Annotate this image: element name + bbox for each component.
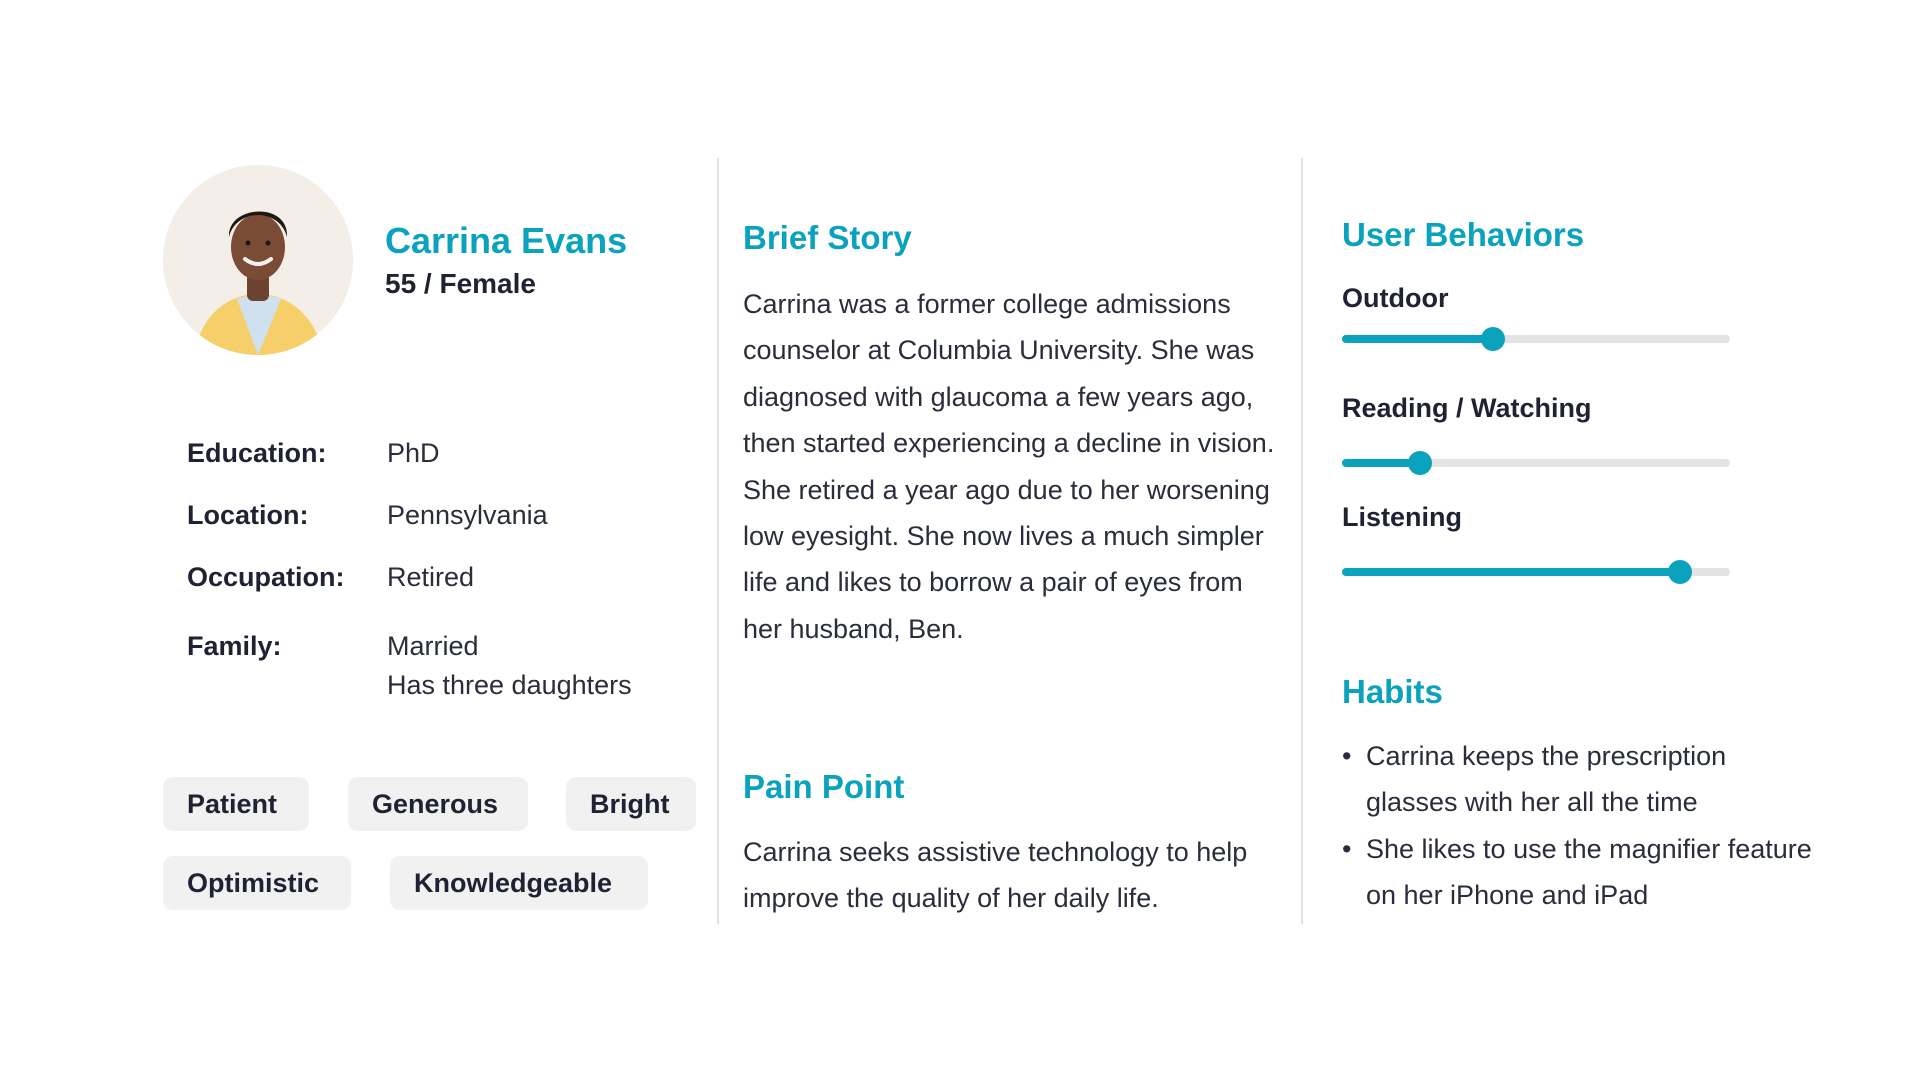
bullet-icon: • <box>1342 741 1352 771</box>
persona-age-gender: 55 / Female <box>385 268 536 299</box>
avatar <box>163 165 353 355</box>
habits-list <box>1342 733 1822 919</box>
avatar-portrait <box>163 165 353 355</box>
brief-story-text: Carrina was a former college admissions counselor at Columbia University. She was diagnosed with glaucoma a few years ago, then started experiencing a decline in vision. She retired a year ago due to her worsening low eyesight. She now lives a much simpler life and likes to borrow a pair of eyes from her husband, Ben. <box>743 289 1275 644</box>
list-item <box>1342 733 1822 826</box>
column-divider-right <box>1301 158 1303 924</box>
behavior-label-reading-watching: Reading / Watching <box>1342 393 1592 423</box>
info-value: Pennsylvania <box>387 500 548 530</box>
info-label: Occupation: <box>187 562 345 592</box>
behavior-slider-outdoor <box>1342 335 1730 343</box>
habit-text: Carrina keeps the prescription glasses with her all the time <box>1366 741 1727 818</box>
habits-title: Habits <box>1342 673 1443 710</box>
info-value: Retired <box>387 562 475 592</box>
user-behaviors-title: User Behaviors <box>1342 216 1585 253</box>
bullet-icon: • <box>1342 833 1352 864</box>
column-divider-left <box>717 158 719 924</box>
pain-point-text: Carrina seeks assistive technology to help improve the quality of her daily life. <box>743 837 1248 914</box>
slider-thumb <box>1668 560 1692 584</box>
list-item <box>1342 826 1822 919</box>
trait-tag: Bright <box>566 777 696 831</box>
info-value: Has three daughters <box>387 670 632 700</box>
info-value: PhD <box>387 438 440 468</box>
behavior-label-outdoor: Outdoor <box>1342 283 1449 313</box>
trait-tag: Generous <box>348 777 528 831</box>
brief-story-title: Brief Story <box>743 219 912 256</box>
pain-point-title: Pain Point <box>743 768 905 805</box>
slider-fill <box>1342 568 1680 576</box>
slider-thumb <box>1408 451 1432 475</box>
behavior-slider-reading-watching <box>1342 459 1730 467</box>
info-value: Married <box>387 631 479 661</box>
trait-tag: Knowledgeable <box>390 856 648 910</box>
behavior-label-listening: Listening <box>1342 502 1462 532</box>
info-label: Family: <box>187 631 282 661</box>
info-label: Education: <box>187 438 327 468</box>
trait-tag: Optimistic <box>163 856 351 910</box>
trait-tag: Patient <box>163 777 309 831</box>
behavior-slider-listening <box>1342 568 1730 576</box>
info-label: Location: <box>187 500 309 530</box>
habit-text: She likes to use the magnifier feature on her iPhone and iPad <box>1366 833 1812 911</box>
slider-fill <box>1342 335 1493 343</box>
persona-name: Carrina Evans <box>385 220 628 261</box>
slider-thumb <box>1481 327 1505 351</box>
